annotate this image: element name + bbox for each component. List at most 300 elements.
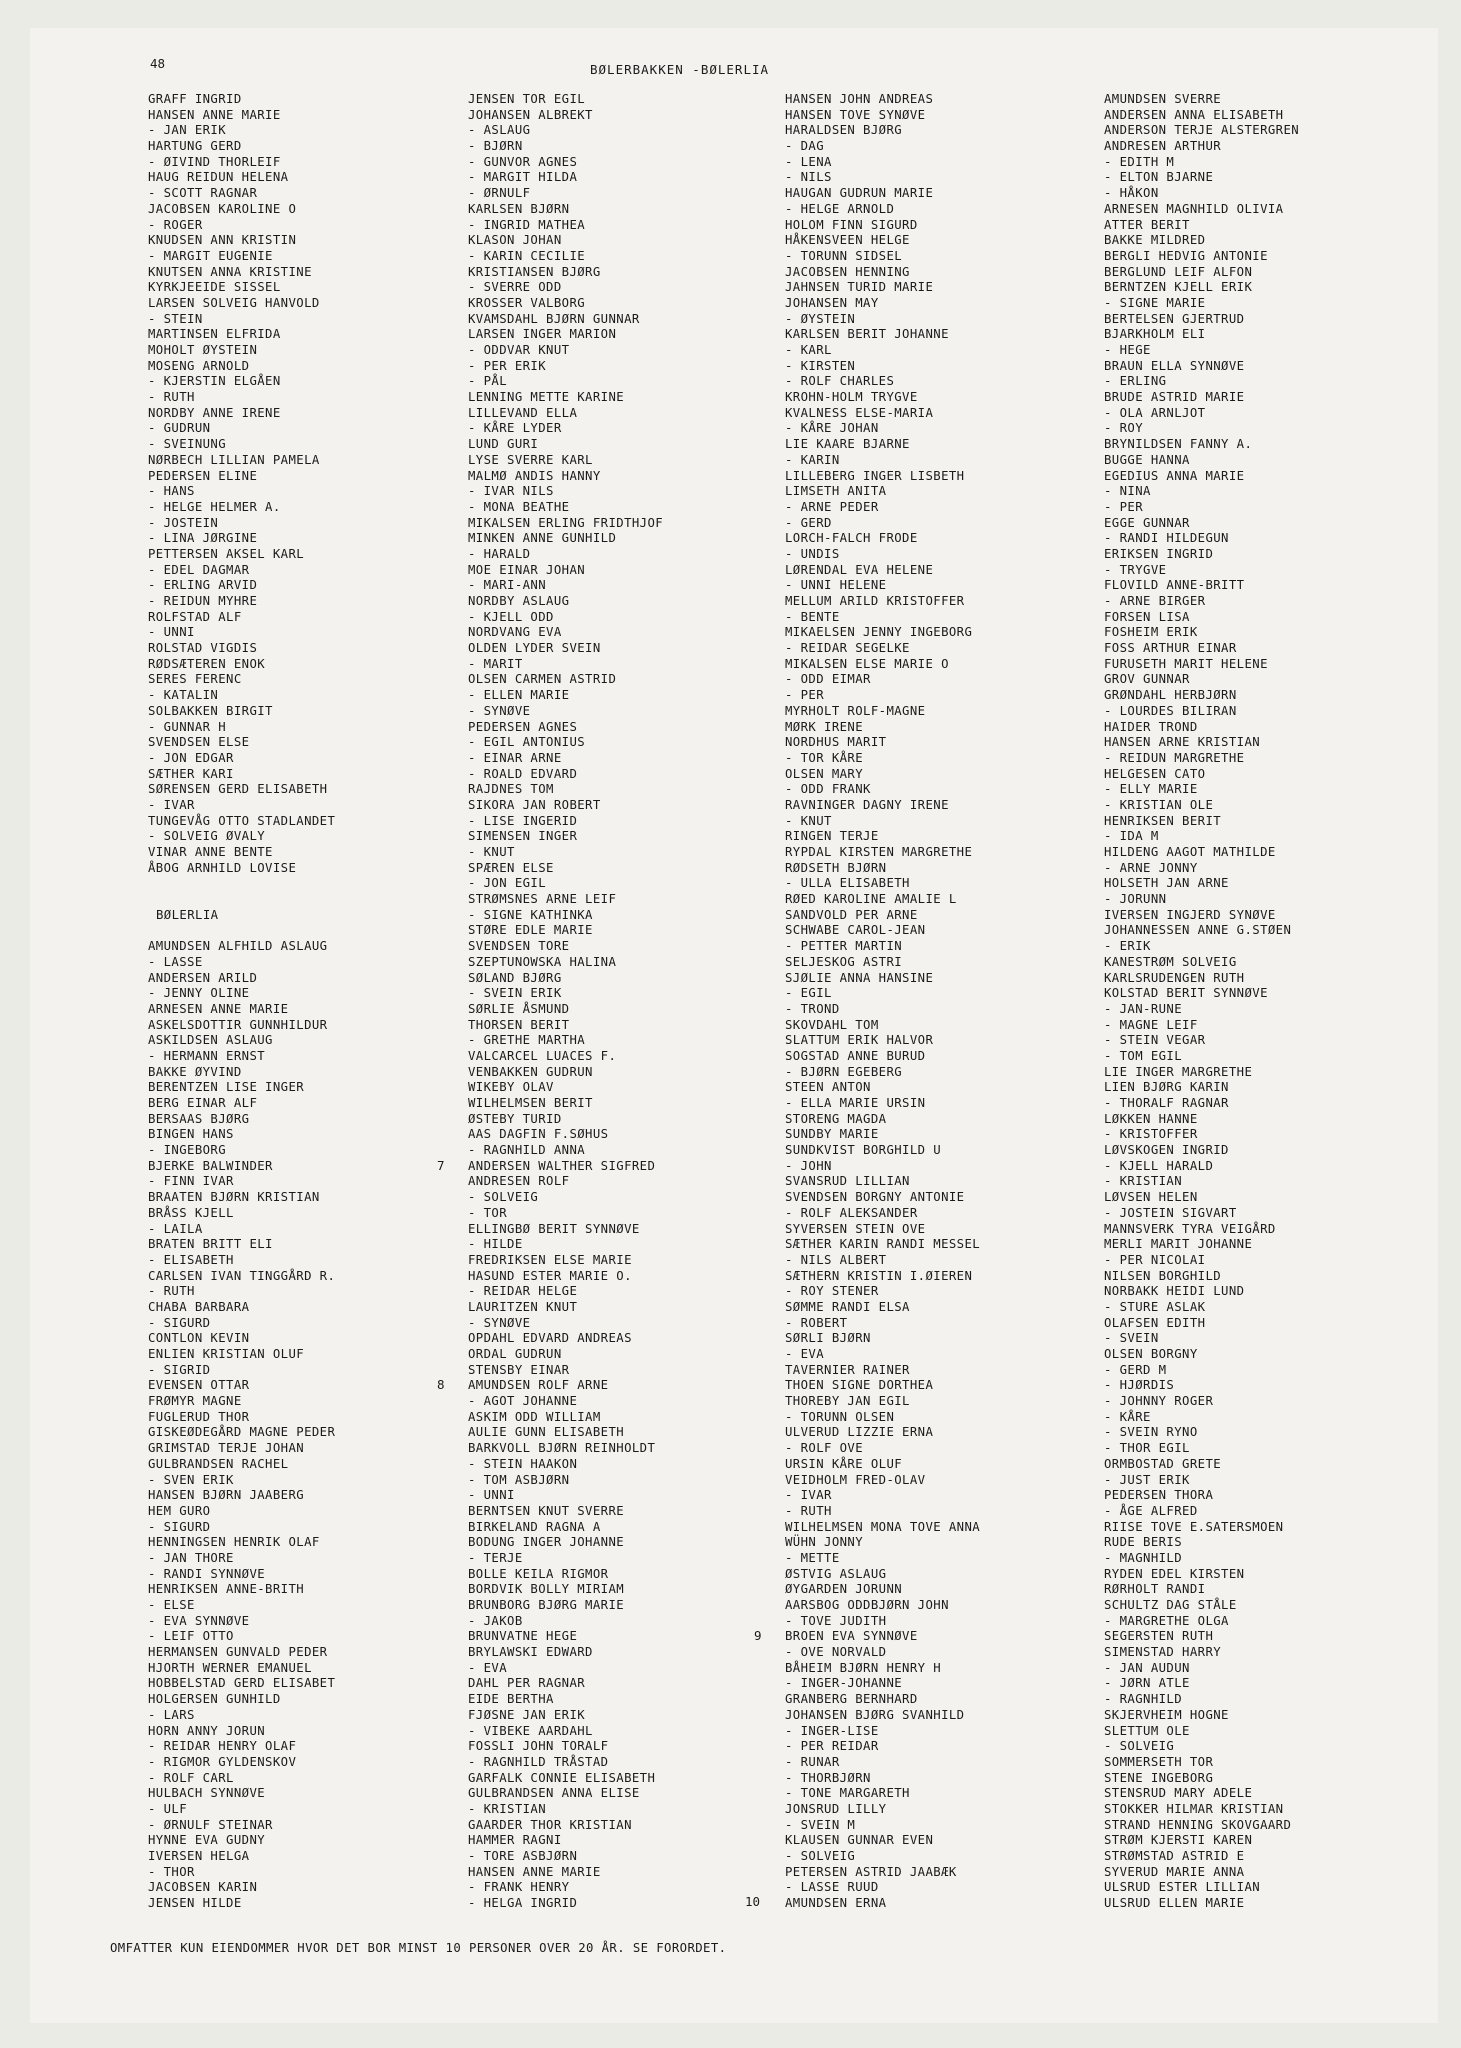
list-item: - JENNY OLINE xyxy=(148,986,250,1001)
list-item: NØRBECH LILLIAN PAMELA xyxy=(148,452,320,467)
list-item: - GUDRUN xyxy=(148,421,211,436)
list-item: EIDE BERTHA xyxy=(468,1692,554,1707)
list-item: KVAMSDAHL BJØRN GUNNAR xyxy=(468,311,640,326)
list-item: - BENTE xyxy=(785,609,840,624)
list-item: JOHANSEN BJØRG SVANHILD xyxy=(785,1707,965,1722)
list-item: - TERJE xyxy=(468,1550,523,1565)
list-item: STENSBY EINAR xyxy=(468,1362,570,1377)
list-item: KRISTIANSEN BJØRG xyxy=(468,264,601,279)
list-item: LILLEBERG INGER LISBETH xyxy=(785,468,965,483)
list-item: HANSEN TOVE SYNØVE xyxy=(785,107,926,122)
list-item: CHABA BARBARA xyxy=(148,1299,250,1314)
list-item: STEEN ANTON xyxy=(785,1080,871,1095)
list-item: ASKIM ODD WILLIAM xyxy=(468,1409,601,1424)
list-item: WILHELMSEN MONA TOVE ANNA xyxy=(785,1519,981,1534)
list-item: BARKVOLL BJØRN REINHOLDT xyxy=(468,1441,656,1456)
list-item: - ROY xyxy=(1104,421,1144,436)
list-item: KARLSEN BJØRN xyxy=(468,201,570,216)
list-item: - SOLVEIG ØVALY xyxy=(148,829,266,844)
list-item: - KATALIN xyxy=(148,688,219,703)
list-item: HYNNE EVA GUDNY xyxy=(148,1833,266,1848)
list-item: - LISE INGERID xyxy=(468,813,578,828)
list-item: OLSEN CARMEN ASTRID xyxy=(468,672,617,687)
page-marker: 7 xyxy=(437,1158,445,1173)
list-item: - ROLF ALEKSANDER xyxy=(785,1205,918,1220)
list-item: FRØMYR MAGNE xyxy=(148,1394,242,1409)
list-item: HANSEN ANNE MARIE xyxy=(468,1864,601,1879)
list-item: SCHULTZ DAG STÅLE xyxy=(1104,1598,1237,1612)
list-item: BRAUN ELLA SYNNØVE xyxy=(1104,358,1245,373)
list-item: - THORBJØRN xyxy=(785,1770,871,1785)
list-item: BRAATEN BJØRN KRISTIAN xyxy=(148,1190,320,1205)
list-item: - ELLEN MARIE xyxy=(468,688,570,703)
list-item: SUNDKVIST BORGHILD U xyxy=(785,1143,942,1158)
list-item: ANDERSON TERJE ALSTERGREN xyxy=(1104,123,1300,138)
list-item: SIMENSEN INGER xyxy=(468,829,578,844)
page-marker: 9 xyxy=(754,1628,762,1643)
list-item: - RUTH xyxy=(148,390,195,405)
list-item xyxy=(148,876,448,892)
list-item: - THOR xyxy=(148,1864,195,1879)
list-item: - STEIN VEGAR xyxy=(1104,1033,1206,1048)
list-item: ENLIEN KRISTIAN OLUF xyxy=(148,1347,305,1361)
list-item: IVERSEN HELGA xyxy=(148,1849,250,1863)
list-item: STØRE EDLE MARIE xyxy=(468,923,593,938)
list-item: - EDEL DAGMAR xyxy=(148,562,250,577)
footer-note: OMFATTER KUN EIENDOMMER HVOR DET BOR MINST 10 PERSONER OVER 20 ÅR. SE FORORDET. xyxy=(110,1941,727,1955)
list-item: BODUNG INGER JOHANNE xyxy=(468,1535,625,1550)
list-item: MOE EINAR JOHAN xyxy=(468,562,586,577)
list-item: - JON EDGAR xyxy=(148,750,234,765)
list-item: ÅBOG ARNHILD LOVISE xyxy=(148,860,297,875)
list-item: - ROALD EDVARD xyxy=(468,766,578,781)
list-item: BRUDE ASTRID MARIE xyxy=(1104,390,1245,405)
list-item: AMUNDSEN ALFHILD ASLAUG xyxy=(148,939,328,954)
list-item: LØKKEN HANNE xyxy=(1104,1111,1198,1126)
list-item: - ULF xyxy=(148,1801,188,1816)
name-column-3 xyxy=(785,92,1085,1912)
list-item: OLDEN LYDER SVEIN xyxy=(468,641,601,656)
list-item: - HELGA INGRID xyxy=(468,1896,578,1911)
list-item: MARTINSEN ELFRIDA xyxy=(148,327,281,342)
list-item: STRØMSTAD ASTRID E xyxy=(1104,1849,1245,1863)
list-item: - SCOTT RAGNAR xyxy=(148,186,258,201)
list-item: - ARNE BIRGER xyxy=(1104,594,1206,608)
list-item: TUNGEVÅG OTTO STADLANDET xyxy=(148,813,336,828)
list-item: THOEN SIGNE DORTHEA xyxy=(785,1378,934,1393)
list-item: - UNNI xyxy=(148,625,195,640)
list-item: BERENTZEN LISE INGER xyxy=(148,1080,305,1095)
list-item: - HERMANN ERNST xyxy=(148,1048,266,1063)
list-item: - LASSE xyxy=(148,954,203,969)
list-item: BRATEN BRITT ELI xyxy=(148,1237,273,1252)
list-item: STOKKER HILMAR KRISTIAN xyxy=(1104,1801,1284,1816)
list-item: SELJESKOG ASTRI xyxy=(785,954,903,969)
list-item: SOGSTAD ANNE BURUD xyxy=(785,1048,926,1063)
list-item: STRØMSNES ARNE LEIF xyxy=(468,892,617,907)
list-item: TAVERNIER RAINER xyxy=(785,1362,910,1377)
list-item: - ROLF CARL xyxy=(148,1770,234,1785)
list-item: - UNNI xyxy=(468,1488,515,1503)
list-item: ANDERSEN ARILD xyxy=(148,970,258,985)
list-item: - SVEIN RYNO xyxy=(1104,1425,1198,1440)
list-item: - TORUNN SIDSEL xyxy=(785,248,903,263)
list-item: - ØRNULF STEINAR xyxy=(148,1817,273,1832)
list-item: ORDAL GUDRUN xyxy=(468,1347,562,1361)
list-item: KLASON JOHAN xyxy=(468,233,562,248)
list-item: - SIGURD xyxy=(148,1519,211,1534)
list-item: HOBBELSTAD GERD ELISABET xyxy=(148,1676,336,1691)
list-item: BINGEN HANS xyxy=(148,1127,234,1142)
list-item: - KJERSTIN ELGÅEN xyxy=(148,374,281,389)
list-item: BRYNILDSEN FANNY A. xyxy=(1104,437,1253,452)
list-item: - HJØRDIS xyxy=(1104,1378,1175,1393)
list-item: KROSSER VALBORG xyxy=(468,295,586,310)
list-item: NORDVANG EVA xyxy=(468,625,562,640)
list-item: FOSS ARTHUR EINAR xyxy=(1104,641,1237,656)
list-item: SPÆREN ELSE xyxy=(468,860,554,875)
list-item: - OLA ARNLJOT xyxy=(1104,405,1206,420)
list-item: MERLI MARIT JOHANNE xyxy=(1104,1237,1253,1252)
list-item: - LOURDES BILIRAN xyxy=(1104,703,1237,718)
list-item: ØYGARDEN JORUNN xyxy=(785,1582,903,1597)
list-item: - JUST ERIK xyxy=(1104,1472,1190,1487)
list-item: SLETTUM OLE xyxy=(1104,1723,1190,1738)
list-item: - BJØRN EGEBERG xyxy=(785,1064,903,1079)
list-item: RØDSETH BJØRN xyxy=(785,860,887,875)
list-item: MIKALSEN ELSE MARIE O xyxy=(785,656,949,671)
list-item: BRÅSS KJELL xyxy=(148,1205,234,1220)
list-item: MINKEN ANNE GUNHILD xyxy=(468,531,617,546)
list-item: KNUDSEN ANN KRISTIN xyxy=(148,233,297,248)
list-item: - KARL xyxy=(785,343,832,357)
list-item: SKOVDAHL TOM xyxy=(785,1017,879,1032)
list-item: - SOLVEIG xyxy=(468,1190,539,1205)
list-item: - IVAR xyxy=(148,797,195,812)
list-item: HOLOM FINN SIGURD xyxy=(785,217,918,232)
list-item: RAVNINGER DAGNY IRENE xyxy=(785,797,949,812)
list-item: - EINAR ARNE xyxy=(468,750,562,765)
list-item: - VIBEKE AARDAHL xyxy=(468,1723,593,1738)
list-item: SØMME RANDI ELSA xyxy=(785,1299,910,1314)
list-item: - ULLA ELISABETH xyxy=(785,876,910,891)
list-item: - GUNVOR AGNES xyxy=(468,154,578,169)
list-item: - FINN IVAR xyxy=(148,1174,234,1189)
list-item: - UNNI HELENE xyxy=(785,578,887,593)
list-item: SØLAND BJØRG xyxy=(468,970,562,985)
list-item: LARSEN INGER MARION xyxy=(468,327,617,342)
list-item: - SIGURD xyxy=(148,1315,211,1330)
list-item: - THORALF RAGNAR xyxy=(1104,1096,1229,1110)
list-item: SZEPTUNOWSKA HALINA xyxy=(468,954,617,969)
list-item: - KÅRE LYDER xyxy=(468,421,562,436)
list-item: - OVE NORVALD xyxy=(785,1645,887,1660)
list-item: - TROND xyxy=(785,1001,840,1016)
list-item: SERES FERENC xyxy=(148,672,242,687)
list-item: - MAGNE LEIF xyxy=(1104,1017,1198,1032)
list-item: HILDENG AAGOT MATHILDE xyxy=(1104,845,1276,859)
list-item: - JOSTEIN xyxy=(148,515,219,530)
list-item: MYRHOLT ROLF-MAGNE xyxy=(785,703,926,718)
list-item: BROEN EVA SYNNØVE xyxy=(785,1629,918,1644)
list-item: HANSEN BJØRN JAABERG xyxy=(148,1488,305,1503)
list-item: - HARALD xyxy=(468,546,531,561)
list-item: - SVEIN M xyxy=(785,1817,856,1832)
list-item: IVERSEN INGJERD SYNØVE xyxy=(1104,907,1276,922)
list-item: GISKEØDEGÅRD MAGNE PEDER xyxy=(148,1425,336,1440)
list-item: RINGEN TERJE xyxy=(785,829,879,844)
list-item: - JØRN ATLE xyxy=(1104,1676,1190,1691)
list-item: - ROY STENER xyxy=(785,1284,879,1299)
list-item: - HELGE ARNOLD xyxy=(785,201,895,216)
name-column-2 xyxy=(468,92,768,1912)
list-item: BJERKE BALWINDER xyxy=(148,1158,273,1173)
list-item: - EGIL xyxy=(785,986,832,1001)
list-item: - INGRID MATHEA xyxy=(468,217,586,232)
list-item: SYVERUD MARIE ANNA xyxy=(1104,1864,1245,1879)
list-item: HEM GURO xyxy=(148,1503,211,1518)
list-item: - STEIN HAAKON xyxy=(468,1456,578,1471)
list-item: AMUNDSEN ERNA xyxy=(785,1896,887,1911)
list-item: HENRIKSEN BERIT xyxy=(1104,813,1222,828)
list-item: - SVEN ERIK xyxy=(148,1472,234,1487)
list-item: AARSBOG ODDBJØRN JOHN xyxy=(785,1598,949,1612)
list-item: SØRLI BJØRN xyxy=(785,1331,871,1346)
list-item: ORMBOSTAD GRETE xyxy=(1104,1456,1222,1471)
list-item: - ØRNULF xyxy=(468,186,531,201)
list-item: FREDRIKSEN ELSE MARIE xyxy=(468,1252,632,1267)
list-item: - GERD M xyxy=(1104,1362,1167,1377)
list-item: RØDSÆTEREN ENOK xyxy=(148,656,266,671)
list-item: NORDHUS MARIT xyxy=(785,735,887,750)
list-item: MIKAELSEN JENNY INGEBORG xyxy=(785,625,973,640)
list-item: STENE INGEBORG xyxy=(1104,1770,1214,1785)
list-item: NILSEN BORGHILD xyxy=(1104,1268,1222,1283)
list-item: FLOVILD ANNE-BRITT xyxy=(1104,578,1245,593)
list-item: HAUGAN GUDRUN MARIE xyxy=(785,186,934,201)
list-item: SUNDBY MARIE xyxy=(785,1127,879,1142)
list-item: HARALDSEN BJØRG xyxy=(785,123,903,138)
list-item: VINAR ANNE BENTE xyxy=(148,845,273,859)
list-item: SOMMERSETH TOR xyxy=(1104,1754,1214,1769)
list-item: AMUNDSEN ROLF ARNE xyxy=(468,1378,609,1393)
list-item: - KNUT xyxy=(468,845,515,859)
list-item: - REIDUN MYHRE xyxy=(148,594,258,608)
list-item: FURUSETH MARIT HELENE xyxy=(1104,656,1268,671)
list-item: JOHANSEN MAY xyxy=(785,295,879,310)
list-item: HENRIKSEN ANNE-BRITH xyxy=(148,1582,305,1597)
list-item: MALMØ ANDIS HANNY xyxy=(468,468,601,483)
list-item: - KIRSTEN xyxy=(785,358,856,373)
list-item: LIE KAARE BJARNE xyxy=(785,437,910,452)
list-item: - PETTER MARTIN xyxy=(785,939,903,954)
list-item: HERMANSEN GUNVALD PEDER xyxy=(148,1645,328,1660)
list-item: - MARIT xyxy=(468,656,523,671)
list-item: - IDA M xyxy=(1104,829,1159,844)
list-item: KARLSEN BERIT JOHANNE xyxy=(785,327,949,342)
list-item: HÅKENSVEEN HELGE xyxy=(785,233,910,248)
list-item: - STURE ASLAK xyxy=(1104,1299,1206,1314)
list-item: SØRLIE ÅSMUND xyxy=(468,1001,570,1016)
list-item: KLAUSEN GUNNAR EVEN xyxy=(785,1833,934,1848)
list-item: MOHOLT ØYSTEIN xyxy=(148,343,258,357)
list-item: - TOR xyxy=(468,1205,508,1220)
list-item: - HILDE xyxy=(468,1237,523,1252)
list-item: FUGLERUD THOR xyxy=(148,1409,250,1424)
list-item: SEGERSTEN RUTH xyxy=(1104,1629,1214,1644)
list-item: CARLSEN IVAN TINGGÅRD R. xyxy=(148,1268,336,1283)
list-item: BERNTSEN KNUT SVERRE xyxy=(468,1503,625,1518)
list-item: - RAGNHILD TRÅSTAD xyxy=(468,1754,609,1769)
page-number: 48 xyxy=(150,56,166,71)
list-item: BRUNBORG BJØRG MARIE xyxy=(468,1598,625,1612)
list-item: - TRYGVE xyxy=(1104,562,1167,577)
list-item: SÆTHER KARIN RANDI MESSEL xyxy=(785,1237,981,1252)
list-item: PETERSEN ASTRID JAABÆK xyxy=(785,1864,957,1879)
list-item: - REIDAR SEGELKE xyxy=(785,641,910,656)
list-item: ANDERSEN ANNA ELISABETH xyxy=(1104,107,1284,122)
list-item: - SOLVEIG xyxy=(1104,1739,1175,1754)
list-item: - KÅRE xyxy=(1104,1409,1151,1424)
list-item: - SOLVEIG xyxy=(785,1849,856,1863)
list-item: - LEIF OTTO xyxy=(148,1629,234,1644)
list-item: - RUNAR xyxy=(785,1754,840,1769)
list-item: - EVA xyxy=(468,1660,508,1675)
list-item: OLSEN MARY xyxy=(785,766,864,781)
list-item: - KRISTIAN OLE xyxy=(1104,797,1214,812)
list-item: RYPDAL KIRSTEN MARGRETHE xyxy=(785,845,973,859)
list-item: - BJØRN xyxy=(468,139,523,154)
list-item: - ÅGE ALFRED xyxy=(1104,1503,1198,1518)
list-item: - TONE MARGARETH xyxy=(785,1786,910,1801)
list-item: BERSAAS BJØRG xyxy=(148,1111,250,1126)
list-item: HAUG REIDUN HELENA xyxy=(148,170,289,185)
list-item: - JAN THORE xyxy=(148,1550,234,1565)
list-item: GAARDER THOR KRISTIAN xyxy=(468,1817,632,1832)
list-item: - JAKOB xyxy=(468,1613,523,1628)
list-item: STRØM KJERSTI KAREN xyxy=(1104,1833,1253,1848)
list-item: VALCARCEL LUACES F. xyxy=(468,1048,617,1063)
list-item: NORBAKK HEIDI LUND xyxy=(1104,1284,1245,1299)
list-item: HOLGERSEN GUNHILD xyxy=(148,1692,281,1707)
list-item: - LARS xyxy=(148,1707,195,1722)
list-item: EGEDIUS ANNA MARIE xyxy=(1104,468,1245,483)
list-item: CONTLON KEVIN xyxy=(148,1331,250,1346)
list-item: - PER ERIK xyxy=(468,358,547,373)
list-item: SKJERVHEIM HOGNE xyxy=(1104,1707,1229,1722)
name-column-1 xyxy=(148,92,448,1912)
list-item: GROV GUNNAR xyxy=(1104,672,1190,687)
list-item: HANSEN JOHN ANDREAS xyxy=(785,92,934,106)
list-item: ANDRESEN ROLF xyxy=(468,1174,570,1189)
list-item: OLAFSEN EDITH xyxy=(1104,1315,1206,1330)
list-item: RYDEN EDEL KIRSTEN xyxy=(1104,1566,1245,1581)
list-item: HAMMER RAGNI xyxy=(468,1833,562,1848)
list-item: ELLINGBØ BERIT SYNNØVE xyxy=(468,1221,640,1236)
list-item: - METTE xyxy=(785,1550,840,1565)
list-item: - MAGNHILD xyxy=(1104,1550,1183,1565)
list-item: PEDERSEN AGNES xyxy=(468,719,578,734)
list-item: - JOSTEIN SIGVART xyxy=(1104,1205,1237,1220)
list-item: OLSEN BORGNY xyxy=(1104,1347,1198,1361)
list-item: - RUTH xyxy=(785,1503,832,1518)
list-item: - JAN ERIK xyxy=(148,123,227,138)
list-item: - JOHN xyxy=(785,1158,832,1173)
list-item: MØRK IRENE xyxy=(785,719,864,734)
list-item: GULBRANDSEN ANNA ELISE xyxy=(468,1786,640,1801)
list-item: - LINA JØRGINE xyxy=(148,531,258,546)
list-item: - ARNE JONNY xyxy=(1104,860,1198,875)
list-item: HANSEN ARNE KRISTIAN xyxy=(1104,735,1261,750)
list-item: GRØNDAHL HERBJØRN xyxy=(1104,688,1237,703)
list-item: SØRENSEN GERD ELISABETH xyxy=(148,782,328,797)
list-item: - MARI-ANN xyxy=(468,578,547,593)
list-item: - JON EGIL xyxy=(468,876,547,891)
list-item: SVANSRUD LILLIAN xyxy=(785,1174,910,1189)
list-item: GULBRANDSEN RACHEL xyxy=(148,1456,289,1471)
list-item: - SIGNE MARIE xyxy=(1104,295,1206,310)
list-item: ULSRUD ESTER LILLIAN xyxy=(1104,1880,1261,1895)
list-item: - INGER-JOHANNE xyxy=(785,1676,903,1691)
list-item: - EVA SYNNØVE xyxy=(148,1613,250,1628)
list-item: BORDVIK BOLLY MIRIAM xyxy=(468,1582,625,1597)
list-item: LAURITZEN KNUT xyxy=(468,1299,578,1314)
list-item: VENBAKKEN GUDRUN xyxy=(468,1064,593,1079)
list-item: ARNESEN ANNE MARIE xyxy=(148,1001,289,1016)
list-item: - FRANK HENRY xyxy=(468,1880,570,1895)
list-item: - RIGMOR GYLDENSKOV xyxy=(148,1754,297,1769)
list-item: EVENSEN OTTAR xyxy=(148,1378,250,1393)
list-item: FOSHEIM ERIK xyxy=(1104,625,1198,640)
list-item: PEDERSEN ELINE xyxy=(148,468,258,483)
list-item: - RANDI SYNNØVE xyxy=(148,1566,266,1581)
list-item: - KARIN xyxy=(785,452,840,467)
list-item: - HEGE xyxy=(1104,343,1151,357)
list-item: HANSEN ANNE MARIE xyxy=(148,107,281,122)
list-item: SLATTUM ERIK HALVOR xyxy=(785,1033,934,1048)
list-item: JACOBSEN KAROLINE O xyxy=(148,201,297,216)
list-item: WIKEBY OLAV xyxy=(468,1080,554,1095)
list-item: - ØIVIND THORLEIF xyxy=(148,154,281,169)
list-item: BOLLE KEILA RIGMOR xyxy=(468,1566,609,1581)
list-item: JENSEN HILDE xyxy=(148,1896,242,1911)
list-item: - TORUNN OLSEN xyxy=(785,1409,895,1424)
list-item: - SVEIN xyxy=(1104,1331,1159,1346)
list-item: ØSTVIG ASLAUG xyxy=(785,1566,887,1581)
list-item: - ELSE xyxy=(148,1598,195,1612)
list-item: - KRISTOFFER xyxy=(1104,1127,1198,1142)
section-heading: BØLERLIA xyxy=(156,907,219,922)
list-item: - TORE ASBJØRN xyxy=(468,1849,578,1863)
list-item: - LAILA xyxy=(148,1221,203,1236)
list-item: ARNESEN MAGNHILD OLIVIA xyxy=(1104,201,1284,216)
list-item: - ROBERT xyxy=(785,1315,848,1330)
list-item: - ELTON BJARNE xyxy=(1104,170,1214,185)
list-item: - EGIL ANTONIUS xyxy=(468,735,586,750)
list-item: - KRISTIAN xyxy=(468,1801,547,1816)
list-item: SCHWABE CAROL-JEAN xyxy=(785,923,926,938)
list-item: - NILS xyxy=(785,170,832,185)
list-item: - ODDVAR KNUT xyxy=(468,343,570,357)
list-item: HOLSETH JAN ARNE xyxy=(1104,876,1229,891)
list-item: - RAGNHILD ANNA xyxy=(468,1143,586,1158)
list-item: EGGE GUNNAR xyxy=(1104,515,1190,530)
list-item: LØVSKOGEN INGRID xyxy=(1104,1143,1229,1158)
list-item: - RANDI HILDEGUN xyxy=(1104,531,1229,546)
list-item: - LENA xyxy=(785,154,832,169)
list-item: - PER REIDAR xyxy=(785,1739,879,1754)
list-item: - ERIK xyxy=(1104,939,1151,954)
